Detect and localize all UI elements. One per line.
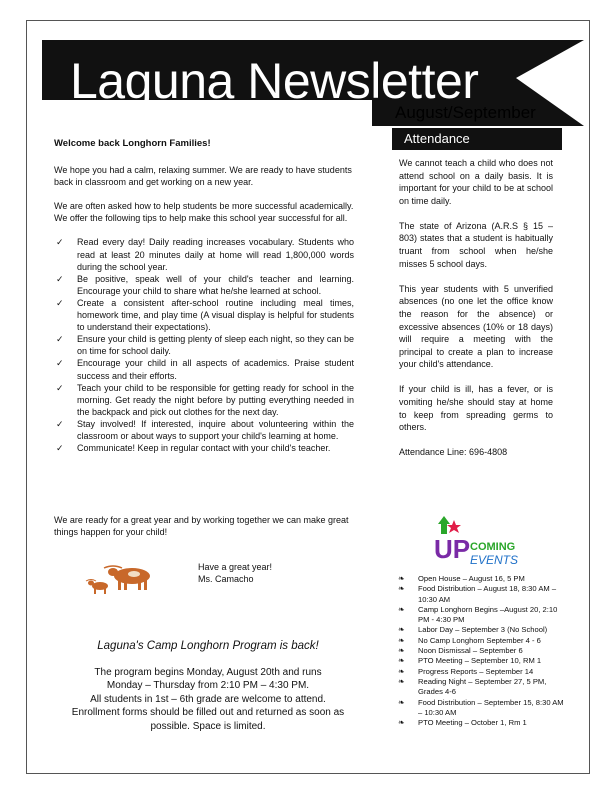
welcome-paragraph-2: We are often asked how to help students be more successful academically. We offer the following tips to help make this school year successful for all.	[54, 201, 354, 224]
camp-longhorn-section	[58, 640, 358, 733]
camp-line-3: All students in 1st – 6th grade are welcome to attend.	[90, 693, 326, 705]
event-item: ❧ PTO Meeting – October 1, Rm 1	[398, 718, 527, 728]
camp-line-2: Monday – Thursday from 2:10 PM – 4:30 PM.	[106, 680, 310, 691]
tip-item: ✓ Be positive, speak well of your child's teacher and learning. Encourage your child to share what he/she learned at school.	[56, 273, 354, 296]
checkmark-icon: ✓	[56, 358, 64, 369]
checkmark-icon: ✓	[56, 334, 64, 345]
checkmark-icon: ✓	[56, 297, 64, 308]
tips-list	[54, 236, 354, 454]
tip-item: ✓ Ensure your child is getting plenty of sleep each night, so they can be on time for school daily.	[56, 334, 354, 357]
attendance-paragraph-2: The state of Arizona (A.R.S § 15 – 803) states that a student is habitually truant from school when he/she misses 5 school days.	[399, 220, 553, 269]
attendance-header	[392, 128, 562, 150]
tip-item: ✓ Encourage your child in all aspects of academics. Praise student success and their efforts.	[56, 358, 354, 381]
tip-item: ✓ Read every day! Daily reading increases vocabulary. Students who read at least 20 minutes daily at home will read 1,800,000 words during the school year.	[56, 237, 354, 272]
attendance-heading: Attendance	[404, 131, 470, 146]
fleuron-icon: ❧	[398, 584, 405, 594]
sign-greeting: Have a great year!	[198, 562, 273, 572]
event-item: ❧ Food Distribution – September 15, 8:30 AM – 10:30 AM	[398, 697, 564, 717]
fleuron-icon: ❧	[398, 676, 405, 686]
fleuron-icon: ❧	[398, 574, 405, 583]
camp-line-1: The program begins Monday, August 20th and runs	[94, 666, 322, 678]
fleuron-icon: ❧	[398, 718, 405, 728]
event-item: ❧ Progress Reports – September 14	[398, 666, 534, 676]
event-item: ❧ Labor Day – September 3 (No School)	[398, 625, 548, 635]
sign-name: Ms. Camacho	[198, 574, 254, 584]
attendance-paragraph-1: We cannot teach a child who does not attend school on a daily basis. It is important for your child to be at school on time daily.	[399, 158, 553, 206]
checkmark-icon: ✓	[56, 237, 64, 248]
event-item: ❧ Noon Dismissal – September 6	[398, 646, 523, 656]
checkmark-icon: ✓	[56, 443, 64, 454]
fleuron-icon: ❧	[398, 635, 405, 645]
welcome-paragraph-1: We hope you had a calm, relaxing summer. We are ready to have students back in classroom and get working on a new year.	[54, 165, 352, 188]
signature	[198, 561, 272, 585]
logo-events-text: EVENTS	[470, 553, 519, 567]
fleuron-icon: ❧	[398, 604, 405, 614]
attendance-paragraph-4: If your child is ill, has a fever, or is vomiting he/she should stay at home to keep from spreading germs to others.	[399, 384, 553, 433]
tip-item: ✓ Communicate! Keep in regular contact with your child's teacher.	[56, 443, 331, 454]
event-item: ❧ Open House – August 16, 5 PM	[398, 574, 525, 583]
newsletter-title: Laguna Newsletter	[70, 53, 479, 109]
checkmark-icon: ✓	[56, 273, 64, 284]
fleuron-icon: ❧	[398, 697, 405, 707]
checkmark-icon: ✓	[56, 382, 64, 393]
tip-item: ✓ Create a consistent after-school routine including meal times, homework time, and play time (A visual display is helpful for students to understand their expectations).	[56, 297, 354, 333]
tip-item: ✓ Stay involved! If interested, inquire about volunteering within the classroom or about ways to support your child's learning at home.	[56, 418, 354, 441]
welcome-heading: Welcome back Longhorn Families!	[54, 138, 211, 149]
newsletter-date-range: August/September	[395, 103, 536, 122]
fleuron-icon: ❧	[398, 646, 405, 656]
events-list	[398, 574, 568, 728]
camp-title: Laguna's Camp Longhorn Program is back!	[97, 640, 319, 652]
event-item: ❧ Reading Night – September 27, 5 PM, Grades 4-6	[398, 676, 547, 697]
fleuron-icon: ❧	[398, 625, 405, 635]
longhorn-cattle-illustration	[84, 560, 164, 601]
event-item: ❧ Camp Longhorn Begins –August 20, 2:10 PM - 4:30 PM	[398, 604, 558, 625]
closing-paragraph: We are ready for a great year and by working together we can make great things happen for your child!	[54, 515, 349, 537]
logo-coming-text: COMING	[470, 541, 516, 553]
camp-line-4: Enrollment forms should be filled out and returned as soon as possible. Space is limited.	[71, 707, 345, 732]
fleuron-icon: ❧	[398, 666, 405, 676]
logo-up-text: UP	[434, 534, 471, 564]
welcome-section	[54, 138, 354, 454]
event-item: ❧ No Camp Longhorn September 4 - 6	[398, 635, 541, 645]
checkmark-icon: ✓	[56, 418, 64, 429]
attendance-phone-line: Attendance Line: 696-4808	[399, 447, 508, 458]
attendance-section	[399, 157, 553, 471]
fleuron-icon: ❧	[398, 656, 405, 666]
tip-item: ✓ Teach your child to be responsible for getting ready for school in the morning. Get ready the night before by putting everything needed in the backpack and pick out clothes for the next day.	[56, 382, 354, 417]
event-item: ❧ Food Distribution – August 18, 8:30 AM – 10:30 AM	[398, 584, 557, 604]
attendance-paragraph-3: This year students with 5 unverified absences (no one let the office know the reason for the absence) or excessive absences (10% or 18 days) will require a meeting with the principal to create a plan to increase your child's attendance.	[399, 283, 553, 370]
event-item: ❧ PTO Meeting – September 10, RM 1	[398, 656, 542, 666]
upcoming-events-logo	[430, 514, 520, 575]
